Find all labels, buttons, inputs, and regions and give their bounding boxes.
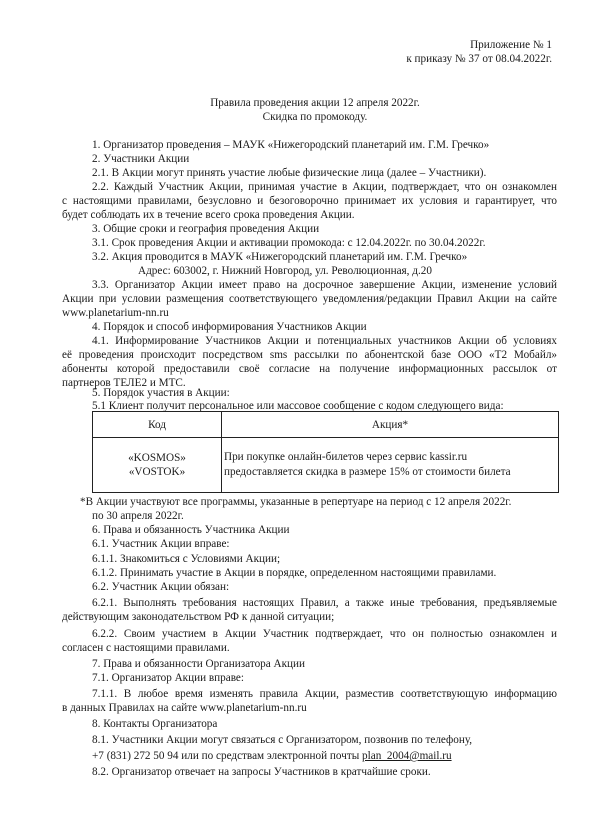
section-3-heading: 3. Общие сроки и география проведения Акции [92,223,320,235]
table-row [93,438,559,493]
promo-codes-cell [93,438,222,493]
clause-3-3-cont: Акции при условии размещения соответствующего уведомления/редакции Правил Акции на сайте [62,293,557,305]
order-reference: к приказу № 37 от 08.04.2022г. [406,53,552,65]
clause-4-1-cont2: абоненты которой предоставили своё согласие на получение информационных рассылок от [62,363,557,375]
clause-6-2: 6.2. Участник Акции обязан: [92,581,230,593]
clause-3-1: 3.1. Срок проведения Акции и активации промокода: с 12.04.2022г. по 30.04.2022г. [92,237,486,249]
clause-4-1: 4.1. Информирование Участников Акции и потенциальных участников Акции об условиях [92,335,557,347]
clause-5-1: 5.1 Клиент получит персональное или массовое сообщение с кодом следующего вида: [92,400,504,412]
clause-6-2-1: 6.2.1. Выполнять требования настоящих Правил, а также иные требования, предъявляемые [92,597,557,609]
table-header-row [93,412,559,438]
clause-8-1: 8.1. Участники Акции могут связаться с Организатором, позвонив по телефону, [92,734,473,746]
action-line-2: предоставляется скидка в размере 15% от стоимости билета [224,466,511,478]
contact-line [92,749,452,763]
contact-email: plan_2004@mail.ru [362,750,452,762]
clause-6-2-2-cont: согласен с настоящими правилами. [62,642,230,654]
section-1: 1. Организатор проведения – МАУК «Нижегородский планетарий им. Г.М. Гречко» [92,139,490,151]
section-7-heading: 7. Права и обязанности Организатора Акции [92,658,305,670]
section-4-heading: 4. Порядок и способ информирования Участников Акции [92,321,367,333]
section-6-heading: 6. Права и обязанность Участника Акции [92,524,290,536]
clause-7-1-1: 7.1.1. В любое время изменять правила Акции, разместив соответствующую информацию [92,688,557,700]
section-5-heading: 5. Порядок участия в Акции: [92,387,230,399]
header-action: Акция* [222,412,559,438]
website-link: www.planetarium-nn.ru [62,307,169,319]
clause-6-2-1-cont: действующим законодательством РФ к данной ситуации; [62,611,335,623]
clause-3-2: 3.2. Акция проводится в МАУК «Нижегородский планетарий им. Г.М. Гречко» [92,251,468,263]
clause-7-1: 7.1. Организатор Акции вправе: [92,672,244,684]
clause-3-3: 3.3. Организатор Акции имеет право на досрочное завершение Акции, изменение условий [92,279,557,291]
contact-phone: +7 (831) 272 50 94 или по средствам электронной почты [92,750,363,762]
promo-code-vostok: «VOSTOK» [128,466,186,478]
clause-4-1-cont1: её проведения происходит посредством sms рассылки по абонентской базе ООО «Т2 Мобайл» [62,349,557,361]
section-8-heading: 8. Контакты Организатора [92,718,218,730]
footnote: *В Акции участвуют все программы, указанные в репертуаре на период с 12 апреля 2022г. [80,496,512,508]
clause-2-1: 2.1. В Акции могут принять участие любые физические лица (далее – Участники). [92,167,487,179]
action-description-cell [222,438,559,493]
clause-6-2-2: 6.2.2. Своим участием в Акции Участник подтверждает, что он полностью ознакомлен и [92,628,557,640]
footnote-cont: по 30 апреля 2022г. [92,510,184,522]
clause-2-2-cont: с настоящими правилами, безусловно и безоговорочно принимает их условия и гарантирует, что [62,195,557,207]
appendix-number: Приложение № 1 [470,39,552,51]
action-line-1: При покупке онлайн-билетов через сервис kassir.ru [224,451,468,463]
clause-6-1: 6.1. Участник Акции вправе: [92,538,230,550]
clause-4-1-end: партнеров ТЕЛЕ2 и МТС. [62,377,186,389]
clause-7-1-1-cont: в данных Правилах на сайте www.planetarium-nn.ru [62,702,307,714]
section-2-heading: 2. Участники Акции [92,153,190,165]
document-subtitle: Скидка по промокоду. [262,111,368,123]
clause-8-2: 8.2. Организатор отвечает на запросы Участников в кратчайшие сроки. [92,766,431,778]
promo-code-table [92,411,559,493]
organizer-address: Адрес: 603002, г. Нижний Новгород, ул. Революционная, д.20 [138,265,432,277]
clause-2-2-end: будет соблюдать их в течение всего срока проведения Акции. [62,209,355,221]
header-code: Код [93,412,222,438]
clause-6-1-1: 6.1.1. Знакомиться с Условиями Акции; [92,553,281,565]
document-title: Правила проведения акции 12 апреля 2022г. [210,97,420,109]
clause-2-2: 2.2. Каждый Участник Акции, принимая участие в Акции, подтверждает, что он ознакомлен [92,181,557,193]
clause-6-1-2: 6.1.2. Принимать участие в Акции в порядке, определенном настоящими правилами. [92,567,497,579]
promo-code-kosmos: «KOSMOS» [128,452,186,464]
